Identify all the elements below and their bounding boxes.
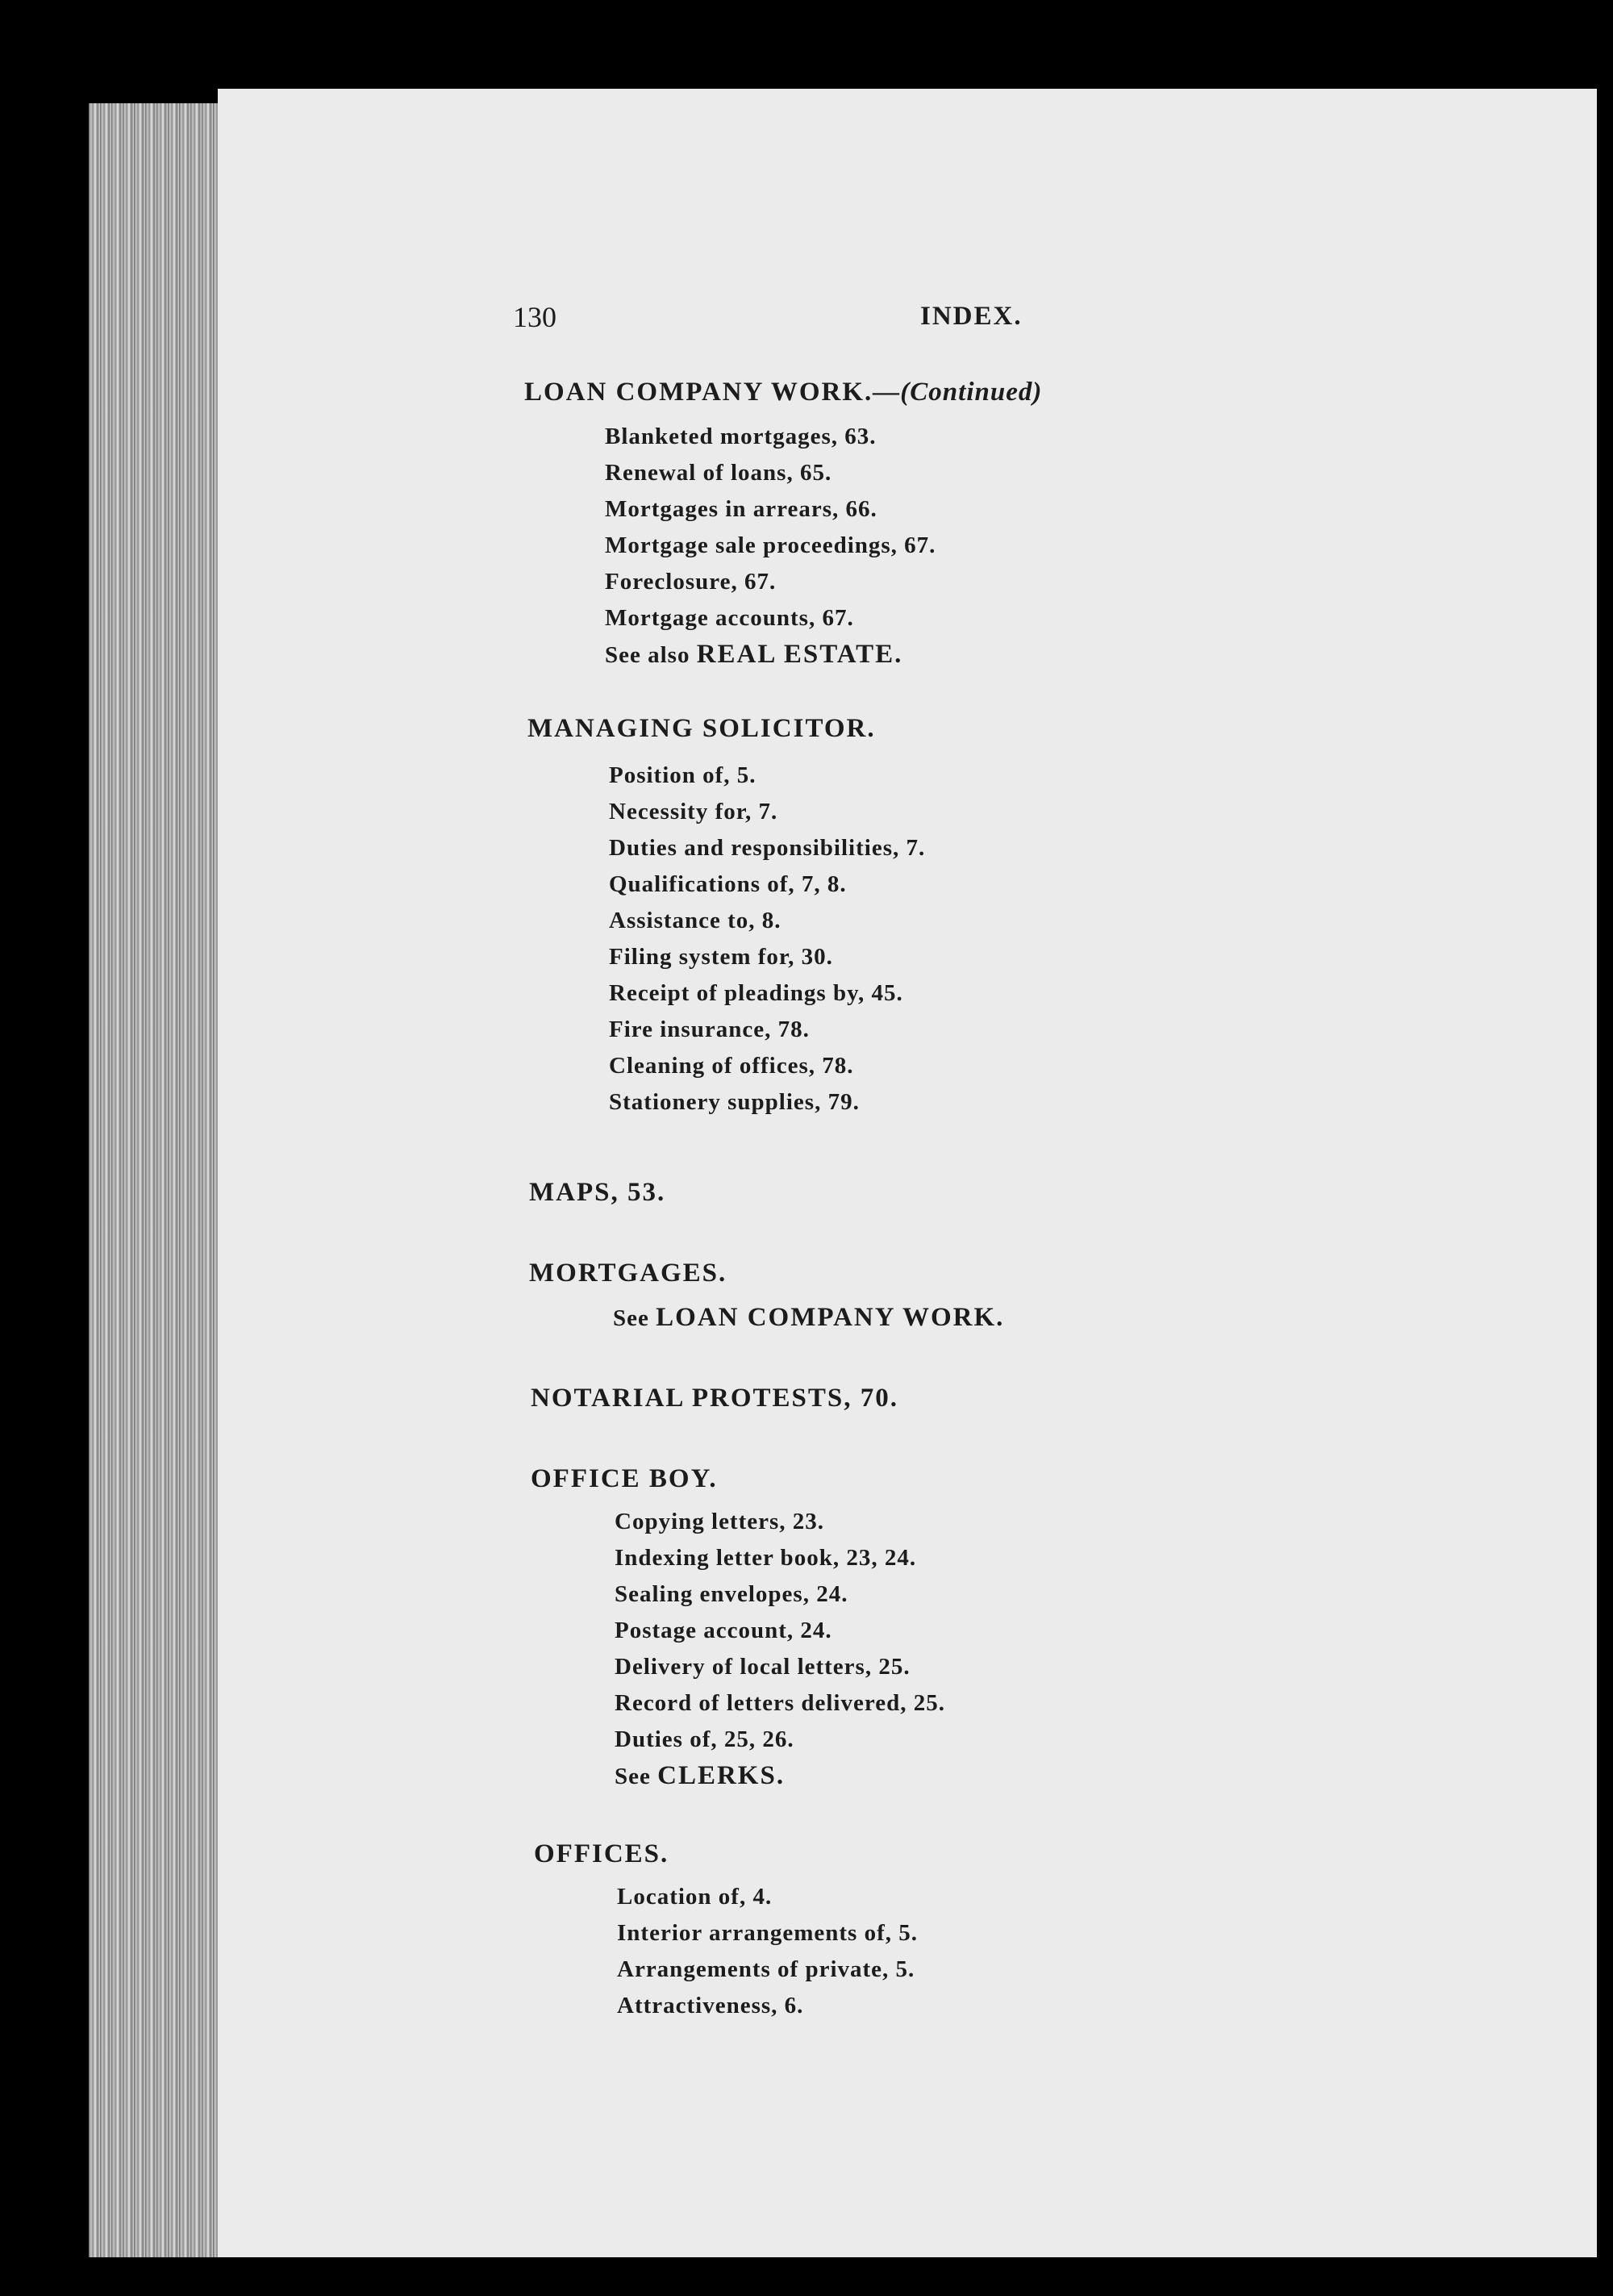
see-prefix: See — [615, 1764, 658, 1789]
continued-label: —(Continued) — [873, 378, 1043, 407]
see-also-prefix: See also — [605, 642, 697, 668]
index-subentry: Renewal of loans, 65. — [605, 460, 832, 486]
index-subentry: Foreclosure, 67. — [605, 569, 777, 595]
index-heading-offices: OFFICES. — [534, 1839, 669, 1868]
index-subentry: Interior arrangements of, 5. — [617, 1920, 918, 1946]
index-subentry: Stationery supplies, 79. — [609, 1089, 860, 1115]
index-subentry: Assistance to, 8. — [609, 908, 781, 933]
see-target: CLERKS. — [657, 1761, 786, 1790]
index-subentry: Necessity for, 7. — [609, 799, 778, 824]
index-subentry: Mortgage accounts, 67. — [605, 605, 854, 631]
index-subentry: Cleaning of offices, 78. — [609, 1053, 854, 1079]
see-also-target: REAL ESTATE. — [696, 640, 903, 669]
book-page — [218, 89, 1597, 2257]
index-heading-maps: MAPS, 53. — [529, 1178, 666, 1207]
index-subentry: Indexing letter book, 23, 24. — [615, 1545, 917, 1571]
index-subentry: Mortgages in arrears, 66. — [605, 496, 877, 522]
index-subentry: Filing system for, 30. — [609, 944, 833, 970]
index-heading-loan-company-work — [524, 378, 1042, 407]
index-heading-mortgages: MORTGAGES. — [529, 1259, 727, 1288]
see-prefix: See — [613, 1305, 656, 1331]
index-subentry: Location of, 4. — [617, 1884, 773, 1910]
heading-text: LOAN COMPANY WORK. — [524, 378, 873, 407]
index-subentry: Delivery of local letters, 25. — [615, 1654, 911, 1680]
index-subentry: Receipt of pleadings by, 45. — [609, 980, 903, 1006]
page-number: 130 — [513, 301, 556, 333]
see-target: LOAN COMPANY WORK. — [656, 1303, 1005, 1332]
index-see-also — [605, 640, 902, 670]
index-subentry: Blanketed mortgages, 63. — [605, 424, 877, 449]
index-subentry: Qualifications of, 7, 8. — [609, 871, 847, 897]
running-title: INDEX. — [920, 302, 1023, 331]
index-subentry: Attractiveness, 6. — [617, 1993, 804, 2018]
index-subentry: Arrangements of private, 5. — [617, 1956, 915, 1982]
book-page-edges — [89, 103, 226, 2257]
index-heading-notarial-protests: NOTARIAL PROTESTS, 70. — [531, 1384, 898, 1413]
index-heading-office-boy: OFFICE BOY. — [531, 1464, 718, 1493]
index-see — [615, 1761, 785, 1791]
index-subentry: Postage account, 24. — [615, 1618, 832, 1643]
index-subentry: Mortgage sale proceedings, 67. — [605, 532, 936, 558]
index-subentry: Duties of, 25, 26. — [615, 1726, 794, 1752]
index-text — [218, 89, 1597, 2257]
index-see — [613, 1303, 1004, 1333]
index-subentry: Position of, 5. — [609, 762, 756, 788]
index-subentry: Duties and responsibilities, 7. — [609, 835, 926, 861]
running-head — [513, 300, 1239, 349]
index-subentry: Sealing envelopes, 24. — [615, 1581, 848, 1607]
index-subentry: Record of letters delivered, 25. — [615, 1690, 945, 1716]
index-subentry: Copying letters, 23. — [615, 1509, 825, 1534]
index-heading-managing-solicitor: MANAGING SOLICITOR. — [527, 714, 876, 743]
index-subentry: Fire insurance, 78. — [609, 1017, 810, 1042]
